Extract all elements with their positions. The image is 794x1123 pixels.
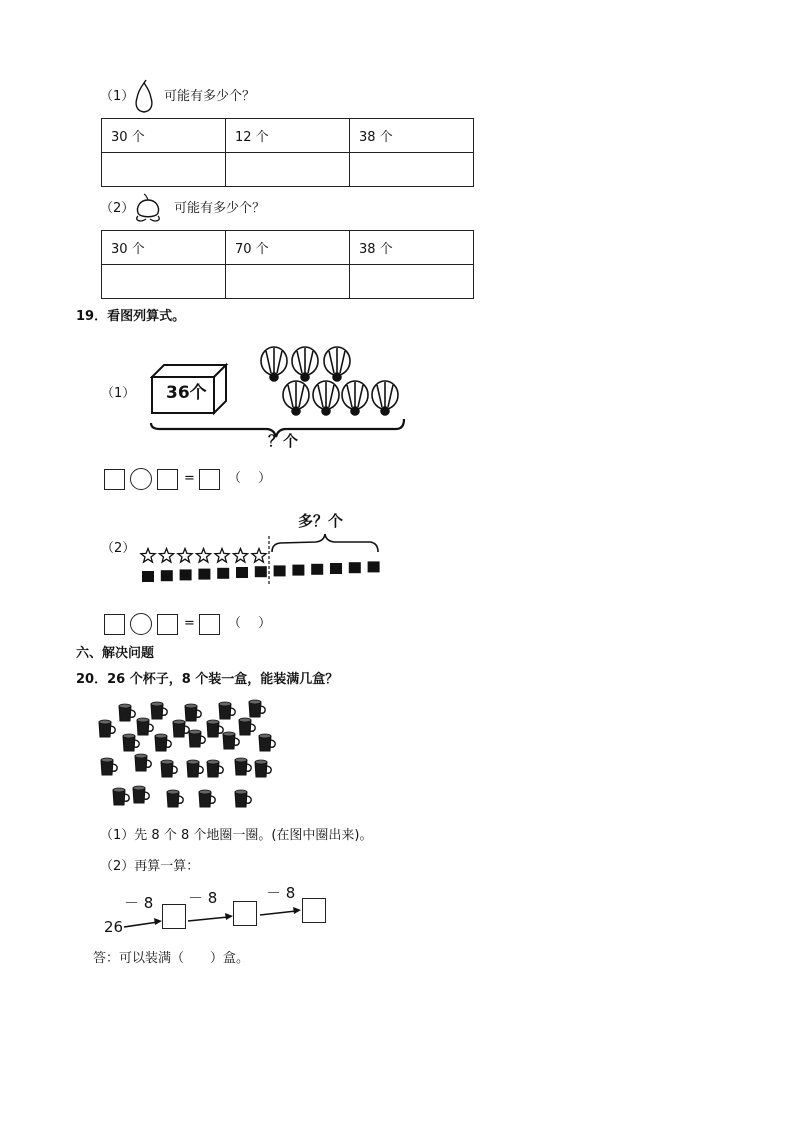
star-icon <box>233 549 247 563</box>
shuttlecock-icon <box>283 381 309 415</box>
cup-icon <box>101 758 117 775</box>
equation-blank-box[interactable] <box>157 614 178 635</box>
answer-cell[interactable] <box>226 153 350 187</box>
square-icon <box>142 571 154 582</box>
cup-icon <box>119 704 135 721</box>
cup-icon <box>185 704 201 721</box>
cup-icon <box>249 700 265 717</box>
cup-icon <box>135 754 151 771</box>
cup-icon <box>223 732 239 749</box>
answer-cell[interactable] <box>350 265 474 299</box>
q18-part2-label: （2） <box>100 201 135 216</box>
star-icon <box>141 549 155 563</box>
shuttlecock-icon <box>372 381 398 415</box>
cup-icon <box>133 786 149 803</box>
unit-paren[interactable]: （ ） <box>228 471 272 486</box>
chain-blank-box[interactable] <box>302 898 326 923</box>
q20-step1: （1）先 8 个 8 个地圈一圈。(在图中圈出来)。 <box>100 828 373 843</box>
option-cell: 30 个 <box>102 231 226 265</box>
section-title: 六、解决问题 <box>76 646 155 661</box>
cup-icon <box>137 718 153 735</box>
shuttlecock-icon <box>313 381 339 415</box>
q18-part1-label: （1） <box>100 89 135 104</box>
option-cell: 70 个 <box>226 231 350 265</box>
star-icon <box>215 549 229 563</box>
option-cell: 38 个 <box>350 119 474 153</box>
result-blank-box[interactable] <box>199 614 220 635</box>
chain-op-label: － 8 <box>188 889 218 907</box>
option-cell: 38 个 <box>350 231 474 265</box>
square-icon <box>349 562 361 573</box>
pear-icon <box>130 80 158 114</box>
cup-icon <box>113 788 129 805</box>
cup-icon <box>259 734 275 751</box>
square-icon <box>236 567 248 578</box>
cup-icon <box>207 760 223 777</box>
cup-icon <box>235 758 251 775</box>
q19-part2-label: （2） <box>101 541 136 556</box>
cup-icon <box>199 790 215 807</box>
square-icon <box>198 569 210 580</box>
answer-cell[interactable] <box>226 265 350 299</box>
square-icon <box>368 561 380 572</box>
star-icon <box>252 549 266 563</box>
result-blank-box[interactable] <box>199 469 220 490</box>
q20-title: 20．26 个杯子，8 个装一盒，能装满几盒？ <box>76 672 339 687</box>
q18-part2-options-table <box>101 230 474 299</box>
square-icon <box>292 565 304 576</box>
cups-figure <box>96 700 286 816</box>
equation-blank-box[interactable] <box>104 614 125 635</box>
shuttlecock-icon <box>261 347 287 381</box>
q20-step2: （2）再算一算： <box>100 859 200 874</box>
chain-blank-box[interactable] <box>162 904 186 929</box>
star-icon <box>196 549 210 563</box>
option-cell: 12 个 <box>226 119 350 153</box>
cup-icon <box>207 720 223 737</box>
cup-icon <box>167 790 183 807</box>
cup-icon <box>255 760 271 777</box>
star-icon <box>178 549 192 563</box>
cup-icon <box>187 760 203 777</box>
chain-blank-box[interactable] <box>233 901 257 926</box>
answer-cell[interactable] <box>102 265 226 299</box>
star-icon <box>159 549 173 563</box>
q19-part1-label: （1） <box>101 386 136 401</box>
peach-icon <box>132 194 164 224</box>
chain-start-number: 26 <box>104 918 124 936</box>
cup-icon <box>99 720 115 737</box>
square-icon <box>180 569 192 580</box>
square-icon <box>330 563 342 574</box>
equals-sign: = <box>184 471 195 486</box>
option-cell: 30 个 <box>102 119 226 153</box>
answer-cell[interactable] <box>102 153 226 187</box>
brace-icon <box>272 534 378 552</box>
brace-unknown-label: ？个 <box>268 432 299 450</box>
chain-op-label: － 8 <box>124 894 154 912</box>
cup-icon <box>161 760 177 777</box>
box-count-label: 36个 <box>166 383 207 403</box>
equals-sign: = <box>184 616 195 631</box>
q20-answer: 答：可以装满（ ）盒。 <box>93 951 250 966</box>
square-icon <box>161 570 173 581</box>
operator-blank-circle[interactable] <box>130 613 152 635</box>
shuttlecock-icon <box>324 347 350 381</box>
cup-icon <box>123 734 139 751</box>
shuttlecock-icon <box>342 381 368 415</box>
operator-blank-circle[interactable] <box>130 468 152 490</box>
cup-icon <box>151 702 167 719</box>
brace-more-label: 多？个 <box>298 512 344 530</box>
cup-icon <box>219 702 235 719</box>
cup-icon <box>235 790 251 807</box>
equation-blank-box[interactable] <box>157 469 178 490</box>
q18-part1-options-table <box>101 118 474 187</box>
cup-icon <box>173 720 189 737</box>
q19-title: 19．看图列算式。 <box>76 309 186 324</box>
chain-op-label: － 8 <box>266 884 296 902</box>
square-icon <box>255 566 267 577</box>
arrow-icon <box>225 913 233 920</box>
cup-icon <box>189 730 205 747</box>
square-icon <box>311 564 323 575</box>
arrow-icon <box>293 907 301 914</box>
cup-icon <box>155 734 171 751</box>
unit-paren[interactable]: （ ） <box>228 616 272 631</box>
arrow-icon <box>154 918 162 925</box>
stars-and-squares-figure <box>138 528 388 588</box>
cup-icon <box>239 718 255 735</box>
answer-cell[interactable] <box>350 153 474 187</box>
chain-arrows <box>120 900 330 940</box>
square-icon <box>274 565 286 576</box>
q18-part1-question: 可能有多少个？ <box>164 89 256 104</box>
square-icon <box>217 568 229 579</box>
equation-blank-box[interactable] <box>104 469 125 490</box>
q18-part2-question: 可能有多少个？ <box>174 201 266 216</box>
shuttlecock-icon <box>292 347 318 381</box>
